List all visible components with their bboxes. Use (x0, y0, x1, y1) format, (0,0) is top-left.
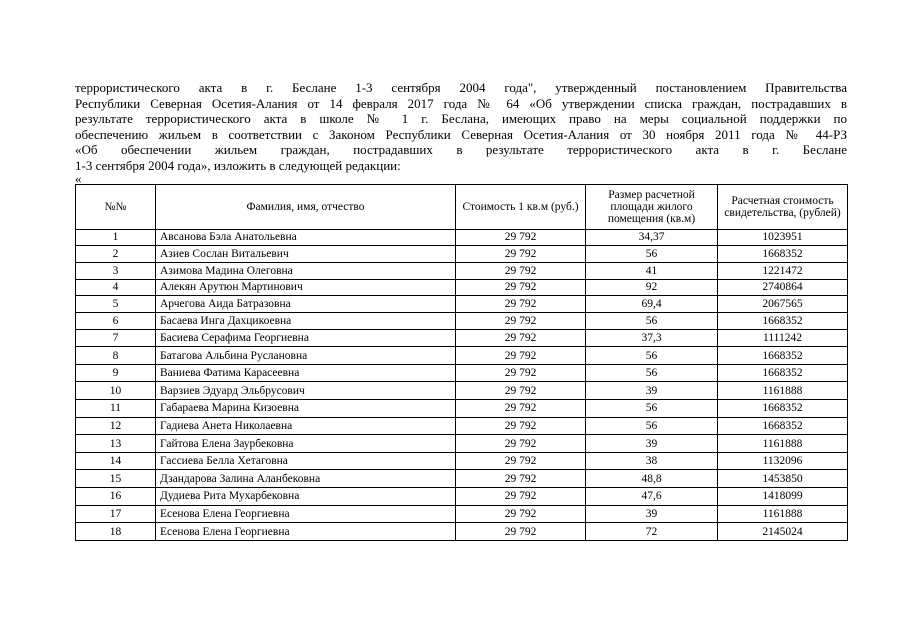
cell-name: Дудиева Рита Мухарбековна (156, 488, 456, 506)
cell-total: 1668352 (718, 313, 848, 330)
cell-cost: 29 792 (456, 313, 586, 330)
cell-area: 39 (586, 382, 718, 400)
table-row (76, 279, 848, 296)
cell-total: 2740864 (718, 279, 848, 296)
cell-area: 39 (586, 435, 718, 453)
cell-num: 13 (76, 435, 156, 453)
cell-num: 6 (76, 313, 156, 330)
cell-cost: 29 792 (456, 382, 586, 400)
table-row (76, 262, 848, 279)
cell-name: Габараева Марина Кизоевна (156, 400, 456, 418)
cell-area: 56 (586, 417, 718, 435)
cell-area: 56 (586, 313, 718, 330)
cell-total: 1221472 (718, 262, 848, 279)
cell-name: Дзандарова Залина Аланбековна (156, 470, 456, 488)
cell-cost: 29 792 (456, 347, 586, 365)
table-row (76, 246, 848, 263)
paragraph-line: Республики Северная Осетия-Алания от 14 февраля 2017 года № 64 «Об утверждении списка граждан, пострадавших в (75, 95, 847, 111)
cell-area: 56 (586, 364, 718, 382)
cell-cost: 29 792 (456, 488, 586, 506)
cell-area: 37,3 (586, 329, 718, 347)
cell-total: 1668352 (718, 400, 848, 418)
cell-cost: 29 792 (456, 246, 586, 263)
cell-area: 56 (586, 400, 718, 418)
cell-num: 9 (76, 364, 156, 382)
cell-total: 2145024 (718, 523, 848, 541)
cell-name: Гассиева Белла Хетаговна (156, 452, 456, 470)
cell-num: 7 (76, 329, 156, 347)
cell-area: 34,37 (586, 229, 718, 246)
cell-num: 10 (76, 382, 156, 400)
cell-cost: 29 792 (456, 229, 586, 246)
table-body (76, 229, 848, 540)
table-row (76, 470, 848, 488)
cell-num: 15 (76, 470, 156, 488)
cell-total: 1668352 (718, 246, 848, 263)
table-row (76, 347, 848, 365)
cell-total: 1418099 (718, 488, 848, 506)
header-cost: Стоимость 1 кв.м (руб.) (456, 184, 586, 229)
table-row (76, 382, 848, 400)
cell-cost: 29 792 (456, 400, 586, 418)
cell-name: Азиев Сослан Витальевич (156, 246, 456, 263)
cell-total: 1668352 (718, 417, 848, 435)
cell-total: 1453850 (718, 470, 848, 488)
cell-cost: 29 792 (456, 523, 586, 541)
cell-total: 1668352 (718, 364, 848, 382)
cell-num: 18 (76, 523, 156, 541)
cell-area: 72 (586, 523, 718, 541)
cell-total: 1132096 (718, 452, 848, 470)
intro-paragraph (75, 80, 847, 174)
table-header-row (76, 184, 848, 229)
cell-cost: 29 792 (456, 279, 586, 296)
table-row (76, 452, 848, 470)
cell-name: Гадиева Анета Николаевна (156, 417, 456, 435)
cell-total: 1161888 (718, 505, 848, 523)
cell-total: 1023951 (718, 229, 848, 246)
cell-area: 47,6 (586, 488, 718, 506)
cell-name: Есенова Елена Георгиевна (156, 505, 456, 523)
table-row (76, 488, 848, 506)
cell-cost: 29 792 (456, 262, 586, 279)
recipients-table (75, 184, 848, 541)
paragraph-line: обеспечению жильем в соответствии с Законом Республики Северная Осетия-Алания от 30 ноября 2011 года № 44-РЗ (75, 126, 847, 142)
cell-name: Арчегова Аида Батразовна (156, 296, 456, 313)
cell-area: 39 (586, 505, 718, 523)
cell-name: Гайтова Елена Заурбековна (156, 435, 456, 453)
cell-name: Басаева Инга Дахцикоевна (156, 313, 456, 330)
cell-total: 2067565 (718, 296, 848, 313)
header-area: Размер расчетной площади жилого помещения (кв.м) (586, 184, 718, 229)
cell-name: Авсанова Бэла Анатольевна (156, 229, 456, 246)
cell-num: 8 (76, 347, 156, 365)
cell-total: 1668352 (718, 347, 848, 365)
cell-area: 56 (586, 246, 718, 263)
paragraph-line: «Об обеспечении жильем граждан, пострадавших в результате террористического акта в г. Беслане (75, 142, 847, 158)
table-row (76, 435, 848, 453)
cell-cost: 29 792 (456, 364, 586, 382)
cell-name: Есенова Елена Георгиевна (156, 523, 456, 541)
header-total: Расчетная стоимость свидетельства, (рублей) (718, 184, 848, 229)
table-row (76, 329, 848, 347)
table-row (76, 400, 848, 418)
cell-area: 48,8 (586, 470, 718, 488)
quote-mark: « (75, 170, 82, 186)
paragraph-line: 1-3 сентября 2004 года», изложить в следующей редакции: (75, 157, 401, 173)
cell-cost: 29 792 (456, 452, 586, 470)
table-row (76, 505, 848, 523)
header-num: №№ (76, 184, 156, 229)
table-row (76, 229, 848, 246)
cell-total: 1111242 (718, 329, 848, 347)
table-row (76, 364, 848, 382)
cell-num: 1 (76, 229, 156, 246)
cell-name: Варзиев Эдуард Эльбрусович (156, 382, 456, 400)
cell-area: 69,4 (586, 296, 718, 313)
cell-num: 17 (76, 505, 156, 523)
cell-cost: 29 792 (456, 296, 586, 313)
cell-name: Басиева Серафима Георгиевна (156, 329, 456, 347)
cell-area: 41 (586, 262, 718, 279)
cell-area: 92 (586, 279, 718, 296)
header-name: Фамилия, имя, отчество (156, 184, 456, 229)
cell-total: 1161888 (718, 382, 848, 400)
paragraph-line: террористического акта в г. Беслане 1-3 сентября 2004 года", утвержденный постановлением Правительства (75, 80, 847, 95)
cell-num: 5 (76, 296, 156, 313)
cell-cost: 29 792 (456, 435, 586, 453)
cell-num: 2 (76, 246, 156, 263)
table-row (76, 296, 848, 313)
cell-name: Азимова Мадина Олеговна (156, 262, 456, 279)
table-row (76, 417, 848, 435)
cell-name: Алекян Арутюн Мартинович (156, 279, 456, 296)
cell-total: 1161888 (718, 435, 848, 453)
paragraph-line: результате террористического акта в школе № 1 г. Беслана, имеющих право на меры социальной поддержки по (75, 111, 847, 127)
cell-num: 4 (76, 279, 156, 296)
cell-num: 16 (76, 488, 156, 506)
cell-name: Батагова Альбина Руслановна (156, 347, 456, 365)
cell-cost: 29 792 (456, 329, 586, 347)
cell-cost: 29 792 (456, 470, 586, 488)
cell-num: 14 (76, 452, 156, 470)
table-row (76, 523, 848, 541)
cell-num: 3 (76, 262, 156, 279)
cell-cost: 29 792 (456, 417, 586, 435)
cell-name: Ваниева Фатима Карасеевна (156, 364, 456, 382)
document-page (75, 80, 847, 541)
cell-cost: 29 792 (456, 505, 586, 523)
cell-num: 11 (76, 400, 156, 418)
cell-area: 56 (586, 347, 718, 365)
cell-num: 12 (76, 417, 156, 435)
cell-area: 38 (586, 452, 718, 470)
table-row (76, 313, 848, 330)
